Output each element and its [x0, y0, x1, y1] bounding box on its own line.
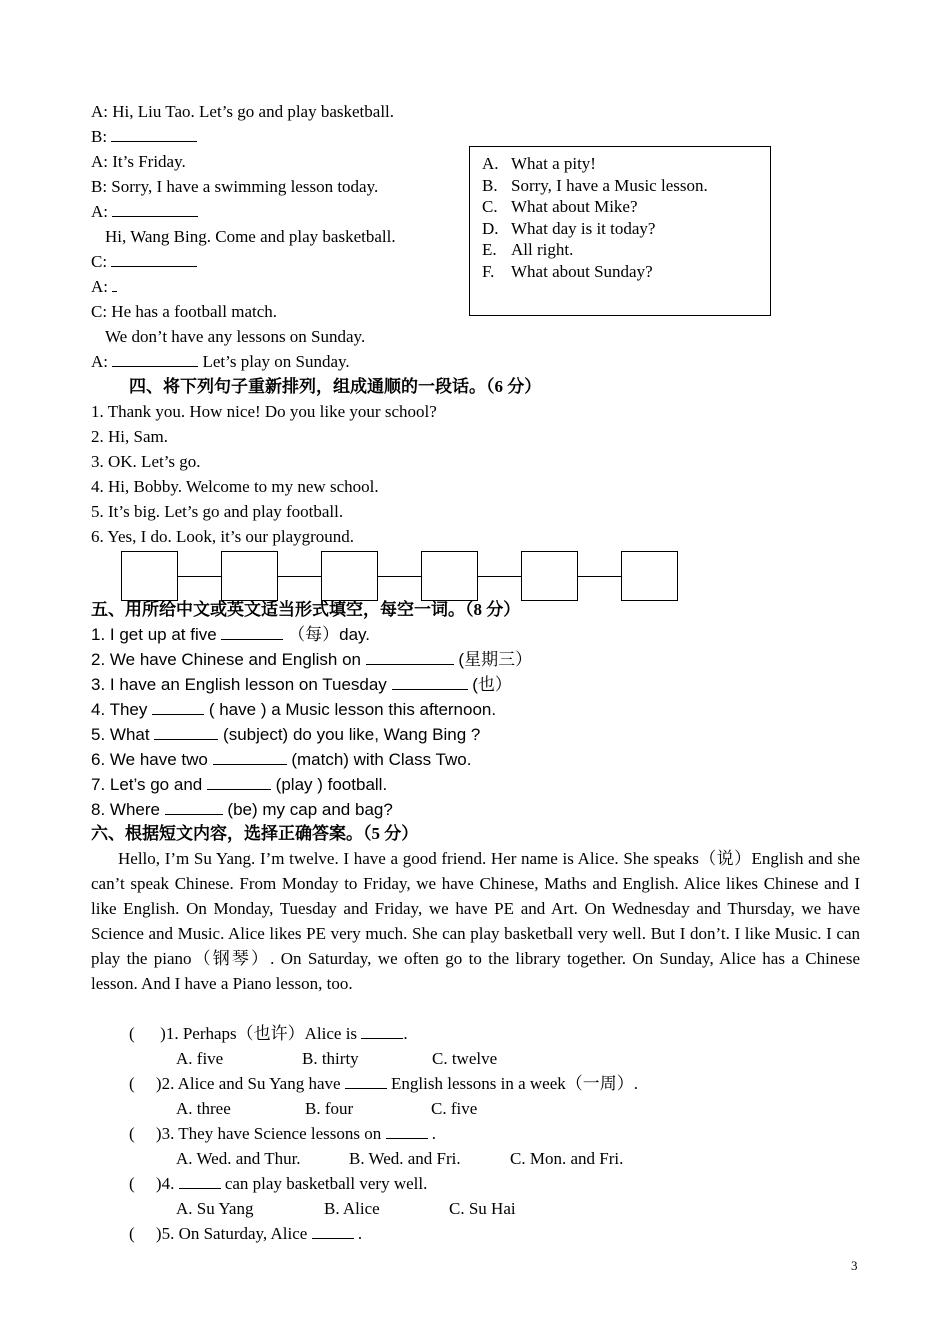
option-text: What a pity!: [511, 154, 596, 173]
fill-blank[interactable]: [366, 648, 454, 665]
order-connector: [278, 576, 321, 577]
choice-a: A. three: [176, 1099, 231, 1118]
question-stem-end: .: [427, 1124, 437, 1143]
section-4-item: 5. It’s big. Let’s go and play football.: [91, 502, 344, 521]
section-5-item: [91, 797, 393, 822]
question-1: [129, 1021, 408, 1046]
section-6-title: 六、根据短文内容，选择正确答案。（5 分）: [91, 824, 419, 843]
section-4-item: 3. OK. Let’s go.: [91, 452, 201, 471]
item-text: 7. Let’s go and: [91, 775, 207, 794]
option-d: [482, 218, 770, 240]
answer-blank[interactable]: [112, 275, 117, 292]
answer-paren[interactable]: ( ): [129, 1124, 162, 1143]
order-box-1[interactable]: [121, 551, 178, 601]
option-key: F.: [482, 261, 495, 281]
choice-c: C. twelve: [432, 1049, 498, 1068]
question-blank: [312, 1222, 354, 1239]
speaker-label: A:: [91, 277, 113, 296]
choice-c: C. Su Hai: [449, 1199, 516, 1218]
page-number: 3: [851, 1258, 858, 1273]
question-stem: 3. They have Science lessons on: [161, 1124, 386, 1143]
fill-blank[interactable]: [165, 798, 223, 815]
question-stem-end: can play basketball very well.: [220, 1174, 428, 1193]
item-hint: (subject) do you like, Wang Bing ?: [218, 725, 481, 744]
question-5: [129, 1221, 362, 1246]
question-stem: 4.: [161, 1174, 179, 1193]
item-hint: (be) my cap and bag?: [222, 800, 393, 819]
item-text: 3. I have an English lesson on Tuesday: [91, 675, 392, 694]
section-4-title: 四、将下列句子重新排列，组成通顺的一段话。（6 分）: [129, 377, 542, 396]
option-a: [482, 153, 770, 175]
question-blank: [361, 1022, 403, 1039]
question-2: [129, 1071, 638, 1096]
item-text: 1. I get up at five: [91, 625, 222, 644]
speaker-label: A:: [91, 202, 113, 221]
option-c: [482, 196, 770, 218]
choice-a: A. five: [176, 1049, 224, 1068]
order-box-5[interactable]: [521, 551, 578, 601]
option-text: Sorry, I have a Music lesson.: [511, 175, 708, 195]
question-stem: 2. Alice and Su Yang have: [161, 1074, 345, 1093]
section-5-item: [91, 747, 471, 772]
dialogue-line-3: A: It’s Friday.: [91, 152, 186, 171]
fill-blank[interactable]: [221, 623, 283, 640]
order-connector: [478, 576, 521, 577]
fill-blank[interactable]: [207, 773, 271, 790]
choice-a: A. Wed. and Thur.: [176, 1149, 301, 1168]
answer-paren[interactable]: ( ): [129, 1024, 166, 1043]
question-stem-end: .: [353, 1224, 363, 1243]
choice-c: C. Mon. and Fri.: [510, 1149, 624, 1168]
answer-blank[interactable]: [112, 350, 198, 367]
option-key: E.: [482, 240, 497, 259]
dialogue-line-6: Hi, Wang Bing. Come and play basketball.: [105, 227, 396, 246]
option-key: C.: [482, 197, 498, 216]
dialogue-line-8: [91, 274, 117, 299]
fill-blank[interactable]: [152, 698, 204, 715]
choice-c: C. five: [431, 1099, 478, 1118]
section-4-item: 2. Hi, Sam.: [91, 427, 168, 446]
choice-b: B. Wed. and Fri.: [349, 1149, 461, 1168]
choice-a: A. Su Yang: [176, 1199, 254, 1218]
item-hint: （每）day.: [283, 625, 371, 644]
choice-b: B. four: [305, 1099, 354, 1118]
section-4-item: 4. Hi, Bobby. Welcome to my new school.: [91, 477, 379, 496]
question-blank: [345, 1072, 387, 1089]
order-box-2[interactable]: [221, 551, 278, 601]
order-connector: [178, 576, 221, 577]
item-text: 2. We have Chinese and English on: [91, 650, 366, 669]
item-text: 4. They: [91, 700, 153, 719]
choice-b: B. Alice: [324, 1199, 380, 1218]
option-text: What about Mike?: [511, 197, 638, 216]
question-stem-end: English lessons in a week（一周）.: [386, 1074, 638, 1093]
section-4-item: 6. Yes, I do. Look, it’s our playground.: [91, 527, 355, 546]
fill-blank[interactable]: [154, 723, 218, 740]
option-f: [482, 261, 770, 283]
order-connector: [378, 576, 421, 577]
question-4: [129, 1171, 427, 1196]
section-4-item: 1. Thank you. How nice! Do you like your school?: [91, 402, 437, 421]
dialogue-line-7: [91, 249, 197, 274]
answer-paren[interactable]: ( ): [129, 1224, 162, 1243]
question-stem: 5. On Saturday, Alice: [161, 1224, 312, 1243]
section-5-item: [91, 697, 496, 722]
item-hint: (星期三）: [453, 650, 533, 669]
item-text: 8. Where: [91, 800, 165, 819]
item-text: 5. What: [91, 725, 155, 744]
dialogue-line-1: A: Hi, Liu Tao. Let’s go and play basketball.: [91, 102, 395, 121]
fill-blank[interactable]: [392, 673, 468, 690]
dialogue-line-2: [91, 124, 197, 149]
order-connector: [578, 576, 621, 577]
dialogue-line-5: [91, 199, 198, 224]
order-box-4[interactable]: [421, 551, 478, 601]
item-text: 6. We have two: [91, 750, 213, 769]
section-5-title: 五、用所给中文或英文适当形式填空，每空一词。（8 分）: [91, 600, 521, 619]
answer-blank[interactable]: [111, 125, 197, 142]
choice-b: B. thirty: [302, 1049, 359, 1068]
dialogue-line-10: We don’t have any lessons on Sunday.: [105, 327, 366, 346]
dialogue-line-11: [91, 349, 350, 374]
order-box-6[interactable]: [621, 551, 678, 601]
reading-passage: Hello, I’m Su Yang. I’m twelve. I have a good friend. Her name is Alice. She speaks（说）English and she can’t speak Chinese. From Monday to Friday, we have Chinese, Maths and English. Alice likes Chinese and I like English. On Monday, Tuesday and Friday, we have PE and Art. On Wednesday and Thursday, we have Science and Music. Alice likes PE very much. She can play basketball very well. But I don’t. I like Music. I can play the piano（钢琴）. On Saturday, we often go to the library together. On Sunday, Alice has a Chinese lesson. And I have a Piano lesson, too.: [91, 849, 860, 993]
speaker-label: A:: [91, 352, 113, 371]
question-stem: 1. Perhaps（也许）Alice is: [165, 1024, 362, 1043]
speaker-label: C:: [91, 252, 112, 271]
section-5-item: [91, 672, 512, 697]
fill-blank[interactable]: [213, 748, 287, 765]
item-hint: (也）: [467, 675, 512, 694]
order-box-3[interactable]: [321, 551, 378, 601]
option-text: All right.: [511, 240, 574, 259]
section-5-item: [91, 722, 480, 747]
item-hint: (match) with Class Two.: [286, 750, 472, 769]
options-box: [469, 146, 771, 316]
section-5-item: [91, 772, 387, 797]
answer-paren[interactable]: ( ): [129, 1174, 162, 1193]
option-text: What day is it today?: [511, 218, 656, 238]
item-hint: (play ) football.: [270, 775, 388, 794]
option-b: [482, 175, 770, 197]
option-e: [482, 239, 770, 261]
section-5-item: [91, 622, 370, 647]
answer-blank[interactable]: [111, 250, 197, 267]
option-key: A.: [482, 154, 499, 173]
dialogue-text: Let’s play on Sunday.: [198, 352, 350, 371]
option-key: B.: [482, 175, 498, 195]
option-key: D.: [482, 218, 499, 238]
item-hint: ( have ) a Music lesson this afternoon.: [204, 700, 497, 719]
question-3: [129, 1121, 436, 1146]
dialogue-line-9: C: He has a football match.: [91, 302, 278, 321]
answer-paren[interactable]: ( ): [129, 1074, 162, 1093]
section-5-item: [91, 647, 532, 672]
option-text: What about Sunday?: [511, 261, 653, 281]
answer-blank[interactable]: [112, 200, 198, 217]
question-blank: [179, 1172, 221, 1189]
dialogue-line-4: B: Sorry, I have a swimming lesson today.: [91, 177, 379, 196]
question-stem-end: .: [403, 1024, 408, 1043]
speaker-label: B:: [91, 127, 112, 146]
question-blank: [386, 1122, 428, 1139]
